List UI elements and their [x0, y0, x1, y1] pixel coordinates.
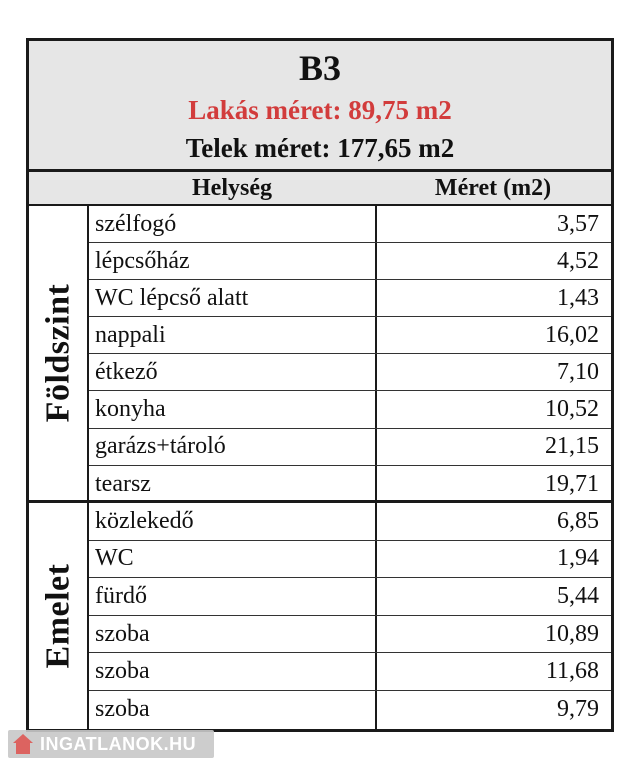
group-rows: [89, 503, 611, 729]
room-name: étkező: [95, 358, 158, 385]
apartment-size: Lakás méret: 89,75 m2: [188, 95, 452, 125]
group-rows: [89, 206, 611, 500]
room-size: 9,79: [375, 691, 599, 729]
house-icon: [12, 734, 34, 754]
table-row: [89, 541, 611, 579]
room-size: 10,52: [375, 391, 599, 427]
room-size: 1,43: [375, 280, 599, 316]
group-upper-floor: [29, 503, 611, 729]
watermark-text: INGATLANOK.HU: [40, 733, 197, 754]
room-name: nappali: [95, 321, 166, 348]
room-size: 5,44: [375, 578, 599, 615]
room-name: szélfogó: [95, 210, 177, 237]
table-row: [89, 466, 611, 503]
room-name: garázs+tároló: [95, 433, 226, 460]
unit-title: B3: [298, 48, 341, 88]
room-name: lépcsőház: [95, 247, 190, 274]
group-ground-floor: [29, 206, 611, 503]
room-name: szoba: [95, 696, 150, 723]
room-size: 21,15: [375, 429, 599, 465]
room-size-table: [26, 38, 614, 732]
room-name: szoba: [95, 620, 150, 647]
room-name: WC: [95, 545, 134, 572]
room-name: közlekedő: [95, 507, 194, 534]
column-header-size: Méret (m2): [434, 175, 552, 201]
table-row: [89, 206, 611, 243]
room-size: 10,89: [375, 616, 599, 653]
room-size: 11,68: [375, 653, 599, 690]
table-row: [89, 578, 611, 616]
group-label-cell: [29, 503, 89, 729]
room-size: 3,57: [375, 206, 599, 242]
plot-size: Telek méret: 177,65 m2: [185, 133, 455, 163]
column-header-room: Helység: [192, 175, 272, 201]
room-name: szoba: [95, 658, 150, 685]
table-row: [89, 391, 611, 428]
table-row: [89, 429, 611, 466]
room-size: 4,52: [375, 243, 599, 279]
room-name: konyha: [95, 396, 166, 423]
table-header: [29, 41, 611, 172]
room-size: 19,71: [375, 466, 599, 503]
table-row: [89, 691, 611, 729]
group-label: Emelet: [39, 563, 77, 669]
table-row: [89, 503, 611, 541]
table-row: [89, 616, 611, 654]
room-name: fürdő: [95, 582, 147, 609]
room-name: WC lépcső alatt: [95, 284, 249, 311]
table-row: [89, 280, 611, 317]
table-row: [89, 653, 611, 691]
room-name: tearsz: [95, 470, 151, 497]
table-row: [89, 354, 611, 391]
room-size: 16,02: [375, 317, 599, 353]
room-size: 1,94: [375, 541, 599, 578]
watermark-logo: [8, 730, 214, 758]
group-label: Földszint: [39, 283, 76, 423]
room-size: 6,85: [375, 503, 599, 540]
room-size: 7,10: [375, 354, 599, 390]
table-row: [89, 243, 611, 280]
table-row: [89, 317, 611, 354]
group-label-cell: [29, 206, 89, 500]
column-header-row: [29, 172, 611, 206]
